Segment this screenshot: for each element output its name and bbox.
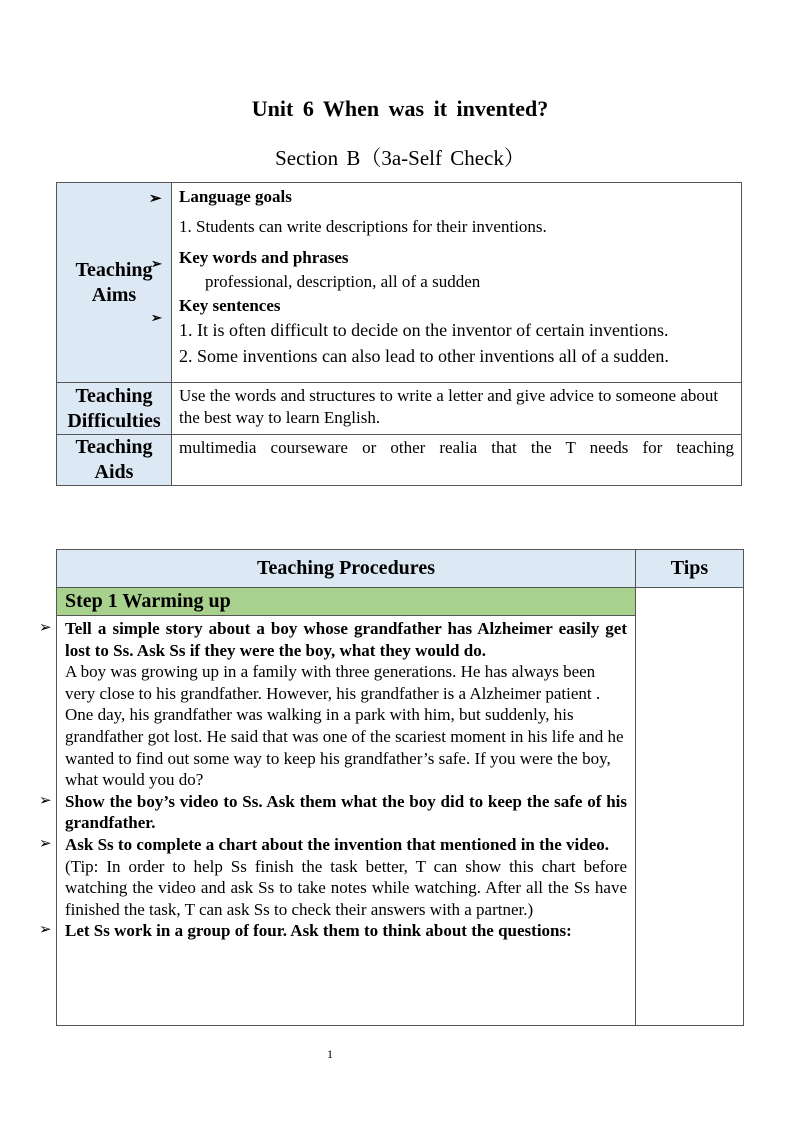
bullet1-text: Tell a simple story about a boy whose grandfather has Alzheimer easily get lost to Ss. Ask Ss if they were the boy, what they would do. [65, 619, 627, 660]
procedures-header: Teaching Procedures [57, 550, 636, 588]
bullet-arrow-icon: ➢ [151, 310, 162, 325]
difficulties-label-line2: Difficulties [67, 409, 161, 432]
difficulties-label-line1: Teaching [75, 384, 153, 407]
step1-body [39, 616, 636, 1026]
difficulties-content: Use the words and structures to write a letter and give advice to someone about the best way to learn English. [179, 386, 719, 427]
aids-row [57, 435, 742, 486]
aims-label-cell [57, 183, 172, 383]
aids-label-cell [57, 435, 172, 486]
bullet4-text: Let Ss work in a group of four. Ask them to think about the questions: [65, 921, 572, 941]
step1-heading-row [57, 588, 744, 616]
step1-heading: Step 1 Warming up [57, 588, 636, 616]
aids-content: multimedia courseware or other realia that the T needs for teaching [179, 438, 734, 457]
key-sentences-heading: Key sentences [179, 296, 281, 315]
procedures-table [39, 549, 744, 1026]
key-words-heading: Key words and phrases [179, 248, 349, 267]
bullet-arrow-icon: ➢ [149, 191, 162, 207]
tip-text: (Tip: In order to help Ss finish the task better, T can show this chart before watching the video and ask Ss to take notes while watching. After all the Ss have finished the task, T can ask Ss to check their answers with a partner.) [65, 856, 627, 919]
tips-cell [636, 588, 744, 1026]
bullet3-text: Ask Ss to complete a chart about the invention that mentioned in the video. [65, 834, 610, 854]
key-sentence-1: 1. It is often difficult to decide on the inventor of certain inventions. [179, 320, 669, 340]
list-item [39, 920, 627, 942]
bullet-arrow-icon: ➢ [151, 256, 162, 271]
language-goals-item: 1. Students can write descriptions for their inventions. [179, 217, 547, 236]
teaching-info-table [56, 182, 742, 486]
aids-label-line1: Teaching [75, 436, 153, 458]
page-subtitle: Section B（3a-Self Check） [275, 146, 525, 170]
language-goals-heading: Language goals [179, 187, 292, 206]
difficulties-content-cell [172, 383, 742, 435]
page-number: 1 [327, 1047, 333, 1061]
aids-content-cell [172, 435, 742, 486]
procedures-header-row [57, 550, 744, 588]
key-sentence-2: 2. Some inventions can also lead to other inventions all of a sudden. [179, 346, 669, 366]
aims-row [57, 183, 742, 383]
list-item [39, 791, 627, 834]
list-item [39, 618, 627, 661]
bullet-arrow-icon: ➢ [39, 620, 52, 636]
difficulties-row [57, 383, 742, 435]
aims-label-line2: Aims [91, 283, 137, 306]
bullet-arrow-icon: ➢ [39, 922, 52, 939]
key-words-item: professional, description, all of a sudden [205, 272, 481, 291]
bullet2-text: Show the boy’s video to Ss. Ask them what the boy did to keep the safe of his grandfather. [65, 791, 627, 833]
list-item [39, 834, 627, 856]
story-text: A boy was growing up in a family with three generations. He has always been very close to his grandfather. However, his grandfather is a Alzheimer patient . One day, his grandfather was walking in a park with him, but suddenly, his grandfather got lost. He said that was one of the scariest moment in his life and he wanted to find out some way to keep his grandfather’s safe. If you were the boy, what would you do? [65, 662, 624, 790]
page-title: Unit 6 When was it invented? [251, 96, 549, 121]
difficulties-label-cell [57, 383, 172, 435]
bullet-arrow-icon: ➢ [39, 792, 52, 809]
aims-label-line1: Teaching [75, 258, 153, 281]
bullet-arrow-icon: ➢ [39, 835, 52, 852]
aids-label-line2: Aids [94, 461, 134, 483]
aims-content-cell [172, 183, 742, 383]
tips-header: Tips [636, 550, 744, 588]
